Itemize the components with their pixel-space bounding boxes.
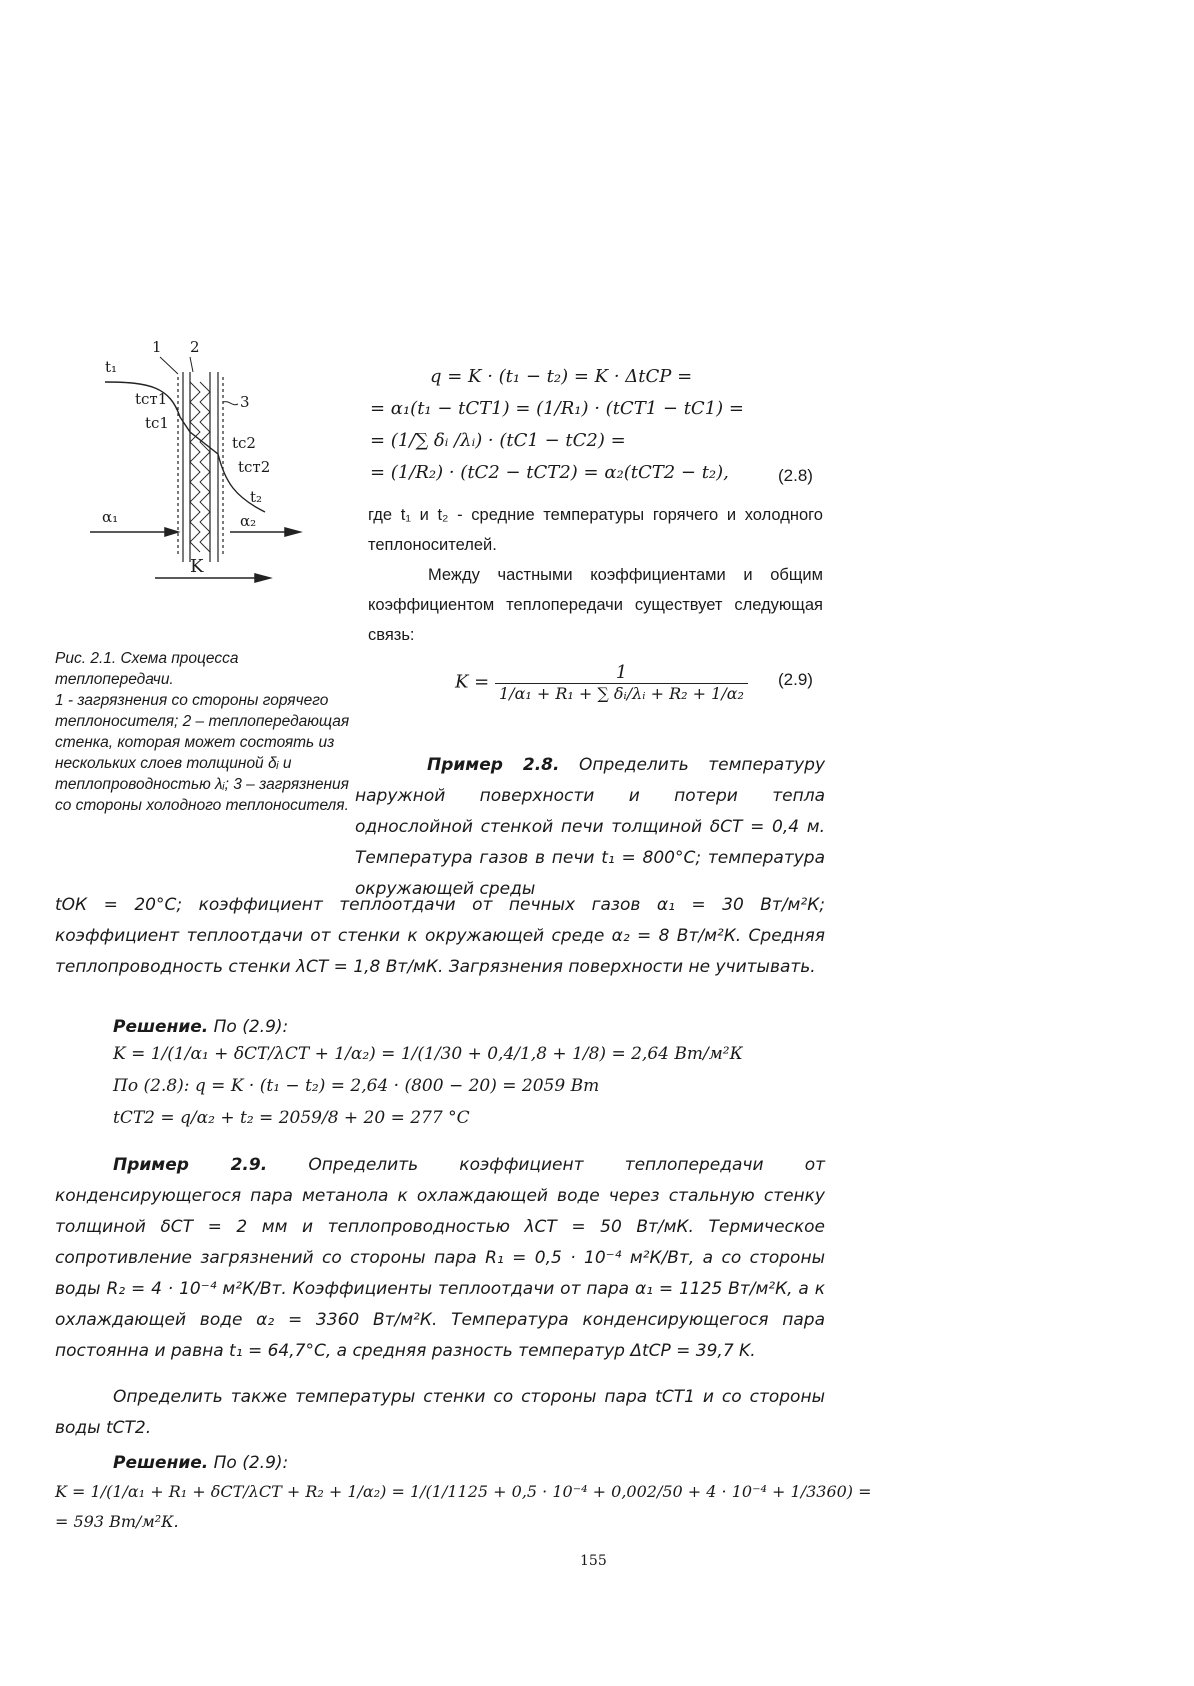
eq28-line4: = (1/R₂) · (tС2 − tСТ2) = α₂(tСТ2 − t₂), (370, 462, 729, 483)
eq29-numerator: 1 (495, 662, 748, 684)
example-2-9-s2: = 593 Вт/м²К. (55, 1512, 179, 1531)
eq29-lhs: K = (455, 671, 490, 693)
eq28-number: (2.8) (778, 466, 813, 485)
example-2-8-s3: tСТ2 = q/α₂ + t₂ = 2059/8 + 20 = 277 °C (113, 1108, 470, 1128)
page-number: 155 (580, 1553, 607, 1569)
eq28-line2: = α₁(t₁ − tСТ1) = (1/R₁) · (tСТ1 − tС1) = (370, 398, 744, 419)
label-3: 3 (240, 393, 250, 411)
example-2-9-s1: K = 1/(1/α₁ + R₁ + δСТ/λСТ + R₂ + 1/α₂) = 1/(1/1125 + 0,5 · 10⁻⁴ + 0,002/50 + 4 · 10⁻⁴ + 1/3360) = (55, 1482, 872, 1501)
wall-layers (178, 372, 223, 562)
label-tc1: tс1 (145, 414, 169, 432)
example-2-8-text: Определить температуру наружной поверхности и потери тепла однослойной стенкой печи толщиной δСТ = 0,4 м. Температура газов в печи t₁ = 800°C; температура окружающей среды (355, 755, 826, 899)
example-2-9-text-last: Определить также температуры стенки со стороны пара tСТ1 и со стороны воды tСТ2. (55, 1387, 825, 1438)
caption-body: 1 - загрязнения со стороны горячего теплоносителя; 2 – теплопередающая стенка, которая может состоять из нескольких слоев толщиной δᵢ и теплопроводностью λᵢ; 3 – загрязнения со стороны холодного теплоносителя. (55, 692, 350, 814)
label-k: K (190, 556, 204, 577)
example-2-9 (55, 1150, 825, 1367)
solution-label-2: Решение. (113, 1453, 209, 1473)
solution-label: Решение. (113, 1017, 209, 1037)
figure-heat-transfer-scheme (90, 338, 330, 642)
where-text: где t₁ и t₂ - средние температуры горячего и холодного теплоносителей. (368, 506, 823, 554)
figure-caption (55, 648, 360, 816)
solution-ref-2: По (2.9): (208, 1453, 289, 1473)
caption-title: Рис. 2.1. Схема процесса теплопередачи. (55, 650, 239, 688)
relation-text: Между частными коэффициентами и общим коэффициентом теплопередачи существует следующая связь: (368, 566, 823, 644)
eq28-line1: q = K · (t₁ − t₂) = K · ΔtСР = (430, 366, 693, 387)
label-t1: t₁ (105, 358, 118, 376)
label-2: 2 (190, 338, 200, 356)
example-2-8-solution (113, 1012, 288, 1043)
example-2-9-label: Пример 2.9. (113, 1155, 268, 1175)
label-tst1: tст1 (135, 390, 168, 408)
label-1: 1 (152, 338, 162, 356)
eq29-denominator: 1/α₁ + R₁ + ∑ δᵢ/λᵢ + R₂ + 1/α₂ (499, 684, 744, 703)
example-2-9-solution (113, 1448, 288, 1479)
eq29-number: (2.9) (778, 670, 813, 689)
example-2-8-text2: tОК = 20°C; коэффициент теплоотдачи от печных газов α₁ = 30 Вт/м²К; коэффициент теплоотдачи от стенки к окружающей среде α₂ = 8 Вт/м²К. Средняя теплопроводность стенки λСТ = 1,8 Вт/мК. Загрязнения поверхности не учитывать. (55, 895, 825, 977)
label-t2: t₂ (250, 488, 263, 506)
example-2-9-text: Определить коэффициент теплопередачи от конденсирующегося пара метанола к охлаждающей воде через стальную стенку толщиной δСТ = 2 мм и теплопроводностью λСТ = 50 Вт/мК. Термическое сопротивление загрязнений со стороны пара R₁ = 0,5 · 10⁻⁴ м²К/Вт, а со стороны воды R₂ = 4 · 10⁻⁴ м²К/Вт. Коэффициенты теплоотдачи от пара α₁ = 1125 Вт/м²К, а к охлаждающей воде α₂ = 3360 Вт/м²К. Температура конденсирующегося пара постоянна и равна t₁ = 64,7°C, а средняя разность температур ΔtСР = 39,7 K. (55, 1155, 825, 1361)
label-alpha2: α₂ (240, 512, 257, 530)
example-2-8-label: Пример 2.8. (427, 755, 560, 775)
eq28-line3: = (1/∑ δᵢ /λᵢ) · (tС1 − tС2) = (370, 430, 626, 451)
example-2-8 (355, 750, 825, 905)
label-tc2: tс2 (232, 434, 256, 452)
eq29 (455, 662, 748, 703)
example-2-8-s2: По (2.8): q = K · (t₁ − t₂) = 2,64 · (800 − 20) = 2059 Вт (113, 1076, 600, 1096)
label-tst2: tст2 (238, 458, 271, 476)
solution-ref: По (2.9): (208, 1017, 289, 1037)
eq29-fraction (495, 662, 748, 703)
example-2-8-s1: K = 1/(1/α₁ + δСТ/λСТ + 1/α₂) = 1/(1/30 + 0,4/1,8 + 1/8) = 2,64 Вт/м²К (113, 1044, 743, 1064)
label-alpha1: α₁ (102, 508, 119, 526)
